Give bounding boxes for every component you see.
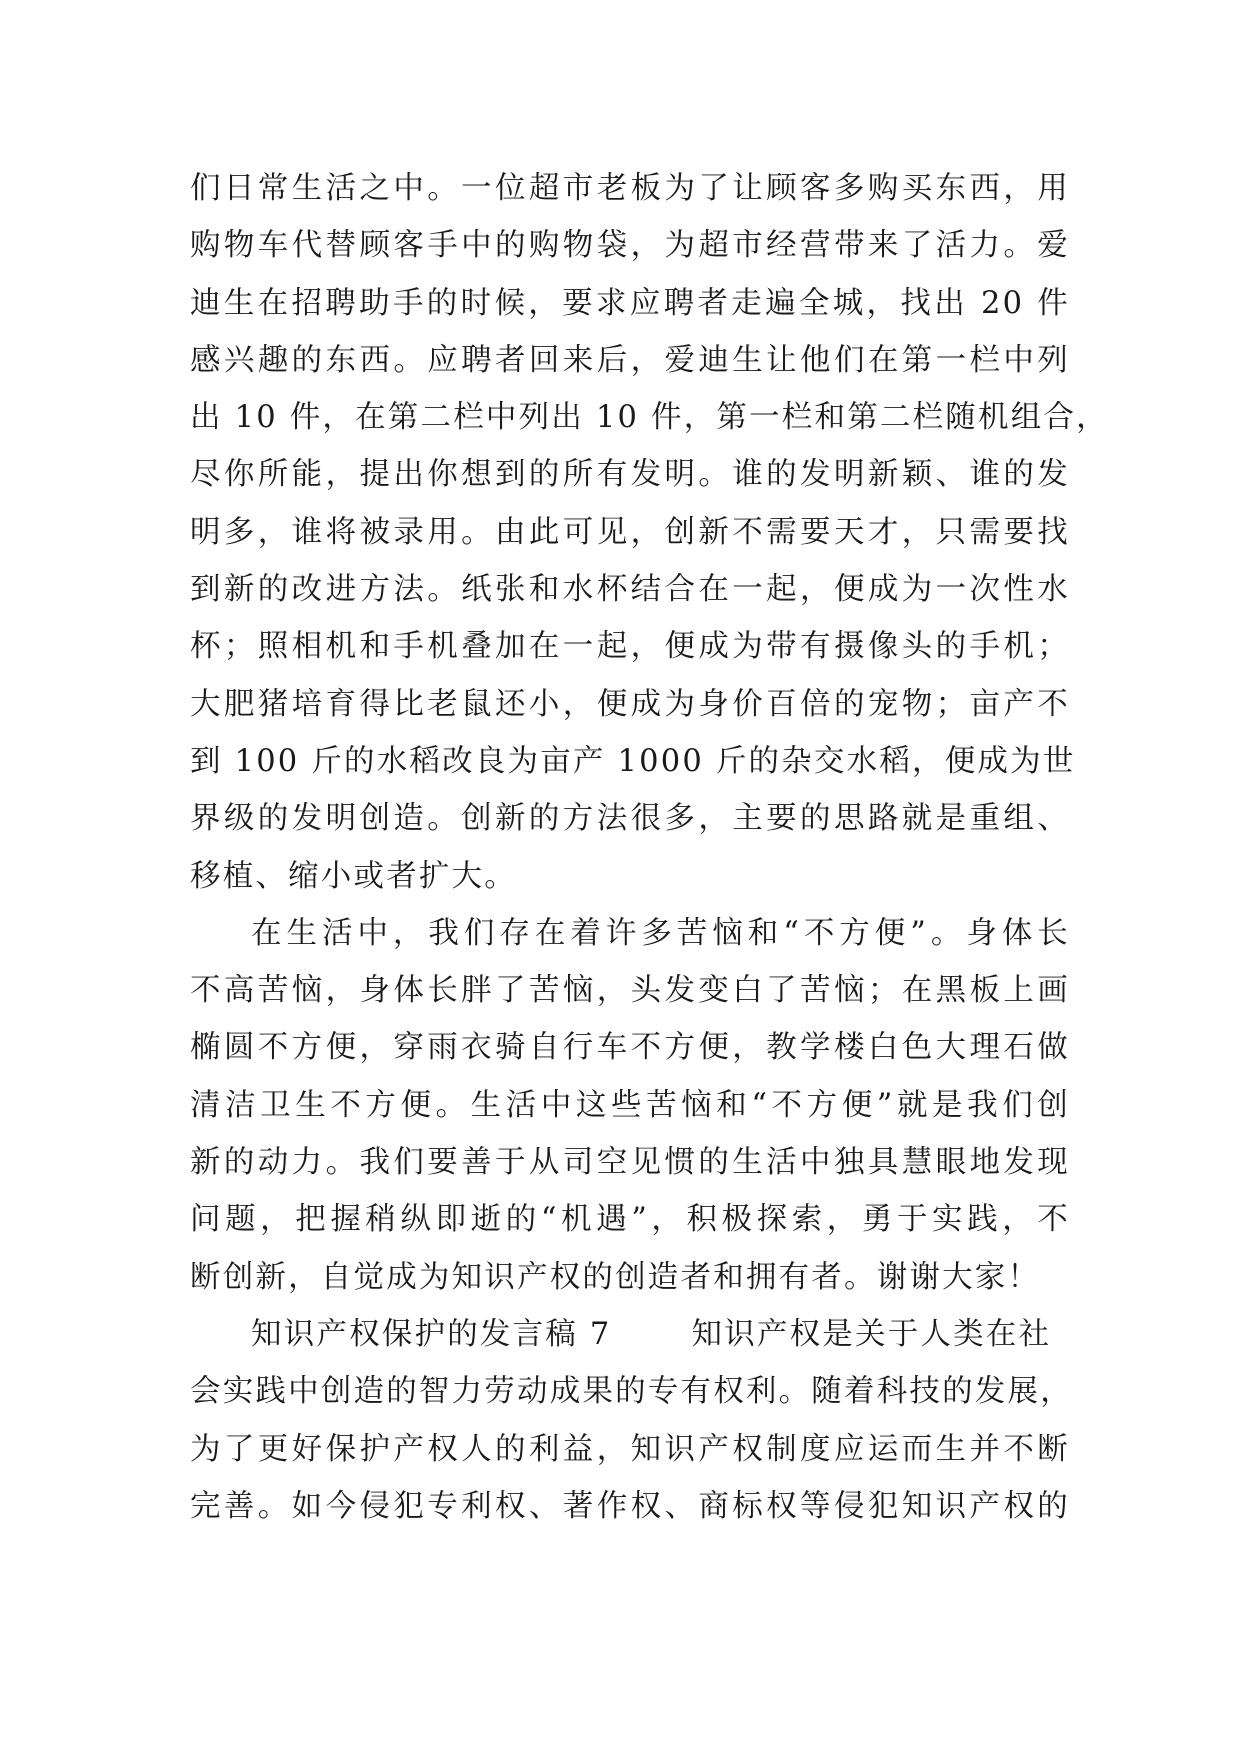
paragraph-innovation-methods: [190, 160, 1109, 905]
text-line: 大肥猪培育得比老鼠还小，便成为身价百倍的宠物；亩产不: [190, 686, 1070, 722]
text-line: 们日常生活之中。一位超市老板为了让顾客多购买东西，用: [190, 171, 1070, 206]
text-line: 椭圆不方便，穿雨衣骑自行车不方便，教学楼白色大理石做: [190, 1030, 1070, 1066]
text-line: 到 100 斤的水稻改良为亩产 1000 斤的杂交水稻，便成为世: [190, 743, 1076, 779]
text-line: [190, 1306, 1070, 1363]
text-line: 到新的改进方法。纸张和水杯结合在一起，便成为一次性水: [190, 572, 1070, 608]
text-line: 在生活中，我们存在着许多苦恼和“不方便”。身体长: [251, 915, 1070, 951]
text-line: 完善。如今侵犯专利权、著作权、商标权等侵犯知识产权的: [190, 1488, 1070, 1524]
section-heading: 知识产权保护的发言稿 7: [251, 1316, 612, 1352]
paragraph-speech-7: [190, 1306, 1073, 1535]
text-line: 清洁卫生不方便。生活中这些苦恼和“不方便”就是我们创: [190, 1087, 1070, 1123]
text-line: 界级的发明创造。创新的方法很多，主要的思路就是重组、: [190, 801, 1070, 837]
paragraph-life-inconveniences: [190, 905, 1070, 1306]
document-body: [190, 160, 1109, 1535]
text-line: 明多，谁将被录用。由此可见，创新不需要天才，只需要找: [190, 514, 1070, 550]
text-line: 断创新，自觉成为知识产权的创造者和拥有者。谢谢大家！: [190, 1259, 1041, 1295]
text-line: 问题，把握稍纵即逝的“机遇”，积极探索，勇于实践，不: [190, 1202, 1070, 1238]
text-line: 会实践中创造的智力劳动成果的专有权利。随着科技的发展，: [190, 1374, 1073, 1410]
text-line: 新的动力。我们要善于从司空见惯的生活中独具慧眼地发现: [190, 1145, 1070, 1181]
text-line: 不高苦恼，身体长胖了苦恼，头发变白了苦恼；在黑板上画: [190, 973, 1070, 1009]
text-line: 迪生在招聘助手的时候，要求应聘者走遍全城，找出 20 件: [190, 285, 1070, 321]
text-line: 为了更好保护产权人的利益，知识产权制度应运而生并不断: [190, 1431, 1070, 1467]
text-line: 尽你所能，提出你想到的所有发明。谁的发明新颖、谁的发: [190, 457, 1070, 493]
text-line: 感兴趣的东西。应聘者回来后，爱迪生让他们在第一栏中列: [190, 342, 1070, 378]
text-line: 移植、缩小或者扩大。: [190, 858, 517, 894]
text-line: 出 10 件，在第二栏中列出 10 件，第一栏和第二栏随机组合，: [190, 400, 1109, 436]
text-line: 杯；照相机和手机叠加在一起，便成为带有摄像头的手机；: [190, 629, 1070, 665]
text-line: 购物车代替顾客手中的购物袋，为超市经营带来了活力。爱: [190, 228, 1070, 264]
text-run: 知识产权是关于人类在社: [691, 1316, 1052, 1352]
